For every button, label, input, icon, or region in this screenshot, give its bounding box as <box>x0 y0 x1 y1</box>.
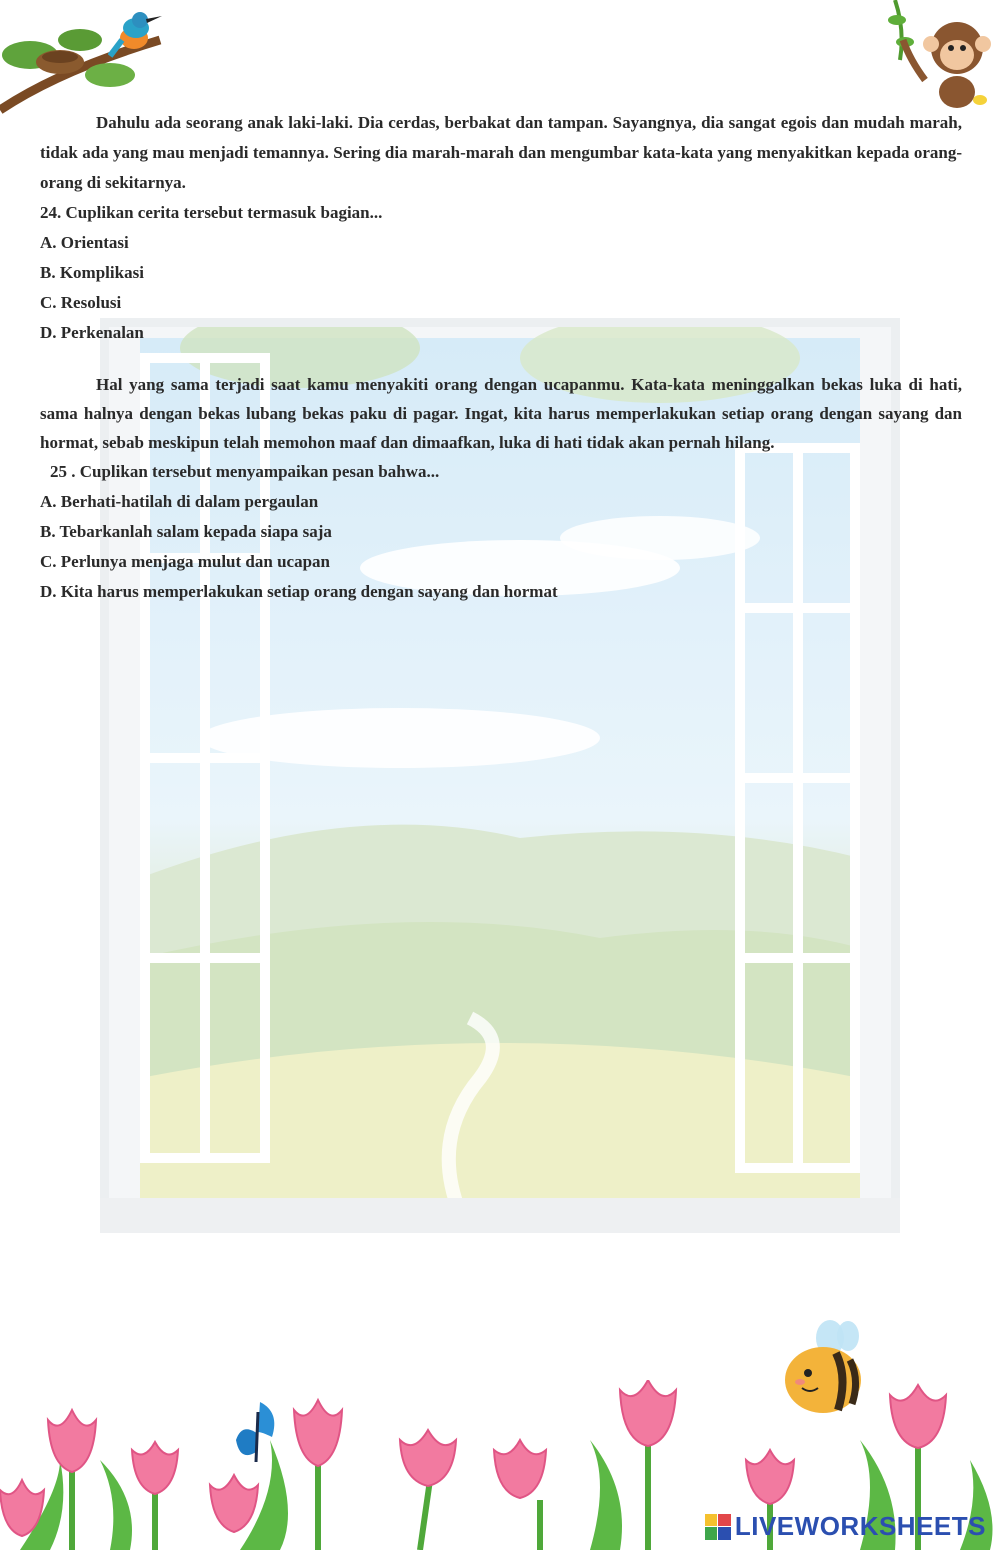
story-passage-1: Dahulu ada seorang anak laki-laki. Dia cerdas, berbakat dan tampan. Sayangnya, dia sangat egois dan mudah marah, tidak ada yang mau menjadi temannya. Sering dia marah-marah dan mengumbar kata-kata yang menyakitkan kepada orang-orang di sekitarnya. <box>40 113 962 192</box>
question-24: 24. Cuplikan cerita tersebut termasuk bagian... <box>40 203 383 222</box>
option-25-c[interactable]: C. Perlunya menjaga mulut dan ucapan <box>40 552 330 571</box>
option-24-d[interactable]: D. Perkenalan <box>40 323 144 342</box>
story-passage-2: Hal yang sama terjadi saat kamu menyakiti orang dengan ucapanmu. Kata-kata meninggalkan bekas luka di hati, sama halnya dengan bekas lubang bekas paku di pagar. Ingat, kita harus memperlakukan setiap orang dengan sayang dan hormat, sebab meskipun telah memohon maaf dan dimaafkan, luka di hati tidak akan pernah hilang. <box>40 375 962 452</box>
kingfisher-icon <box>108 4 164 64</box>
option-25-a[interactable]: A. Berhati-hatilah di dalam pergaulan <box>40 492 319 511</box>
option-25-d[interactable]: D. Kita harus memperlakukan setiap orang dengan sayang dan hormat <box>40 582 558 601</box>
question-25: 25 . Cuplikan tersebut menyampaikan pesan bahwa... <box>50 462 440 481</box>
option-24-a[interactable]: A. Orientasi <box>40 233 129 252</box>
worksheet-content <box>40 108 962 607</box>
brand-label: LIVEWORKSHEETS <box>734 1511 986 1541</box>
liveworksheets-mark-icon <box>705 1514 731 1540</box>
option-24-b[interactable]: B. Komplikasi <box>40 263 144 282</box>
option-24-c[interactable]: C. Resolusi <box>40 293 122 312</box>
monkey-icon <box>885 0 995 112</box>
liveworksheets-logo <box>705 1511 986 1542</box>
option-25-b[interactable]: B. Tebarkanlah salam kepada siapa saja <box>40 522 332 541</box>
